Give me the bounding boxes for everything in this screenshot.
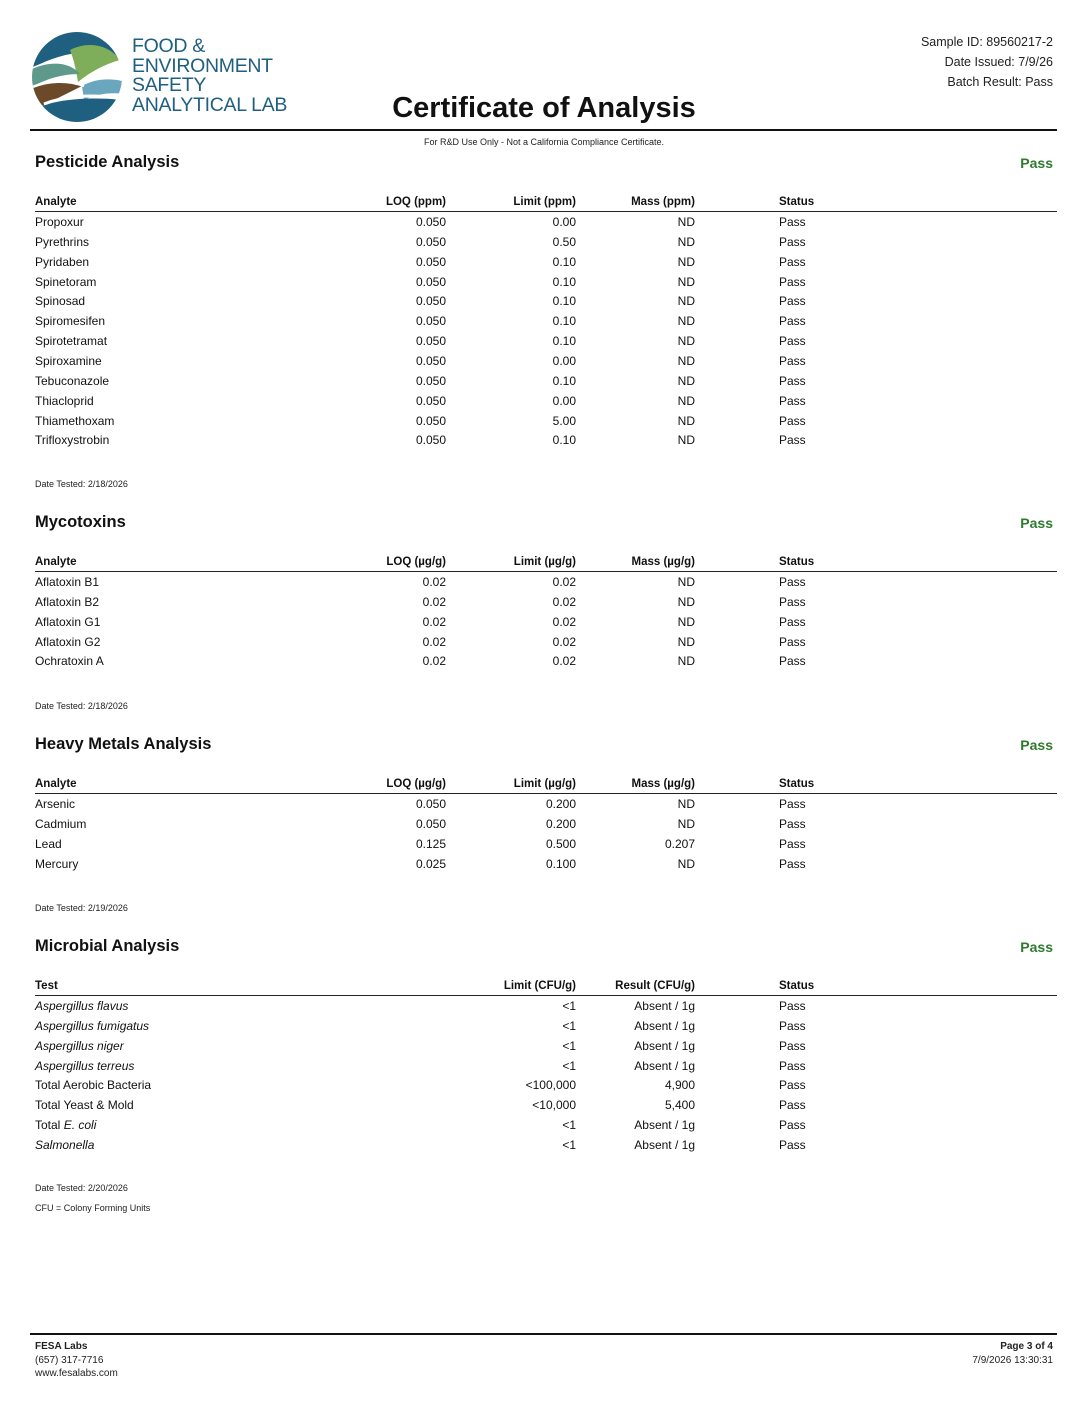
table-cell: Pass: [779, 634, 806, 649]
table-cell: Cadmium: [35, 816, 87, 831]
table-cell: 0.050: [415, 234, 446, 249]
table-cell: ND: [677, 274, 695, 289]
table-cell: ND: [677, 433, 695, 448]
table-cell: 0.050: [415, 314, 446, 329]
table-row: [35, 615, 1057, 635]
table-row: [35, 999, 1057, 1019]
column-header: Analyte: [35, 556, 77, 568]
table-cell: 0.00: [552, 215, 576, 229]
table-cell: Tebuconazole: [35, 373, 110, 388]
table-cell: ND: [677, 614, 695, 629]
table-cell: 0.10: [552, 294, 576, 309]
table-cell: ND: [677, 294, 695, 309]
date-tested: Date Tested: 2/18/2026: [35, 479, 128, 489]
section-result: Pass: [1020, 155, 1053, 171]
table-cell: 0.10: [552, 373, 576, 388]
table-cell: 0.100: [545, 856, 576, 871]
table-cell: 0.050: [415, 274, 446, 289]
table-cell: Trifloxystrobin: [35, 433, 110, 448]
table-cell: 0.207: [664, 836, 695, 851]
table-cell: <10,000: [532, 1098, 576, 1113]
table-cell: 0.050: [415, 353, 446, 368]
table-cell: Lead: [35, 836, 62, 851]
date-tested: Date Tested: 2/19/2026: [35, 903, 128, 913]
table-cell: Pass: [779, 614, 806, 629]
table-cell: Pass: [779, 314, 806, 329]
header-divider: [30, 129, 1057, 131]
table-cell: Pass: [779, 1038, 806, 1053]
table-cell: 0.10: [552, 433, 576, 448]
table-row: [35, 635, 1057, 655]
table-row: [35, 1078, 1057, 1098]
table-row: [35, 255, 1057, 275]
table-cell: Pass: [779, 1058, 806, 1073]
section-title: Heavy Metals Analysis: [35, 735, 212, 753]
table-cell: ND: [677, 373, 695, 388]
table-cell: ND: [677, 797, 695, 811]
table-row: [35, 294, 1057, 314]
table-cell: Aflatoxin G1: [35, 614, 101, 629]
table-cell: ND: [677, 353, 695, 368]
section-title: Mycotoxins: [35, 513, 126, 531]
table-cell: Absent / 1g: [634, 1118, 695, 1133]
table-row: [35, 817, 1057, 837]
table-header: [35, 778, 1057, 794]
footer-contact: [35, 1340, 118, 1381]
column-header: Mass (ppm): [631, 196, 695, 208]
table-cell: 0.00: [552, 393, 576, 408]
table-cell: Pass: [779, 1098, 806, 1113]
table-cell: Spinetoram: [35, 274, 97, 289]
table-cell: 0.10: [552, 314, 576, 329]
page-number: Page 3 of 4: [1000, 1341, 1053, 1352]
table-row: [35, 1019, 1057, 1039]
table-cell: 0.200: [545, 816, 576, 831]
table-cell: 0.02: [422, 575, 446, 589]
column-header: Test: [35, 980, 58, 992]
table-cell: ND: [677, 215, 695, 229]
table-cell: <1: [562, 1137, 576, 1152]
table-cell: Pass: [779, 654, 806, 669]
table-cell: Pass: [779, 294, 806, 309]
table-cell: Absent / 1g: [634, 1058, 695, 1073]
table-cell: Pass: [779, 797, 806, 811]
table-cell: <1: [562, 1118, 576, 1133]
table-cell: 0.050: [415, 215, 446, 229]
table-cell: 0.02: [552, 575, 576, 589]
table-row: [35, 595, 1057, 615]
logo-line: SAFETY: [132, 74, 207, 96]
table-cell: 0.02: [552, 614, 576, 629]
section-title: Pesticide Analysis: [35, 153, 180, 171]
table-cell: Absent / 1g: [634, 1038, 695, 1053]
table-cell: Pass: [779, 353, 806, 368]
table-cell: <100,000: [525, 1078, 576, 1093]
table-cell: Pass: [779, 575, 806, 589]
table-cell-text: Total: [35, 1118, 64, 1133]
table-cell: ND: [677, 634, 695, 649]
logo-line: ENVIRONMENT: [132, 54, 273, 77]
table-cell: Total Aerobic Bacteria: [35, 1078, 152, 1093]
table-cell: 0.10: [552, 254, 576, 269]
table-row: [35, 235, 1057, 255]
column-header: Analyte: [35, 778, 77, 790]
table-cell: Pass: [779, 334, 806, 349]
column-header: LOQ (ppm): [385, 196, 446, 208]
table-cell: 0.02: [552, 594, 576, 609]
table-row: [35, 1098, 1057, 1118]
date-issued: Date Issued: 7/9/26: [944, 54, 1053, 69]
page-title: Certificate of Analysis: [392, 92, 696, 124]
table-cell: Pyridaben: [35, 254, 90, 269]
table-cell: 0.02: [422, 614, 446, 629]
column-header: Limit (µg/g): [513, 556, 576, 568]
column-header: Limit (µg/g): [513, 778, 576, 790]
table-cell: 0.50: [552, 234, 576, 249]
table-cell: ND: [677, 654, 695, 669]
table-cell: Absent / 1g: [634, 1018, 695, 1033]
table-cell: Aspergillus niger: [35, 1038, 124, 1053]
table-cell: 0.00: [552, 353, 576, 368]
table-cell: 0.050: [415, 413, 446, 428]
table-row: [35, 215, 1057, 235]
table-cell: Pass: [779, 433, 806, 448]
table-row: [35, 575, 1057, 595]
column-header: Status: [779, 196, 815, 208]
table-cell: Aspergillus fumigatus: [35, 1018, 150, 1033]
table-cell: Absent / 1g: [634, 999, 695, 1013]
table-row: [35, 1039, 1057, 1059]
table-row: [35, 354, 1057, 374]
table-cell: ND: [677, 856, 695, 871]
table-cell: 0.10: [552, 334, 576, 349]
table-cell: Pass: [779, 1137, 806, 1152]
column-header: Status: [779, 778, 815, 790]
table-cell: 0.02: [552, 654, 576, 669]
table-cell: Aflatoxin B2: [35, 594, 100, 609]
table-cell: Pass: [779, 1078, 806, 1093]
column-header: Limit (ppm): [513, 196, 576, 208]
table-cell: Pass: [779, 274, 806, 289]
column-header: Mass (µg/g): [631, 556, 695, 568]
table-cell: 5.00: [552, 413, 576, 428]
table-cell: 0.050: [415, 393, 446, 408]
table-cell: Absent / 1g: [634, 1137, 695, 1152]
date-tested: Date Tested: 2/20/2026: [35, 1183, 128, 1193]
column-header: Result (CFU/g): [615, 980, 695, 992]
table-row: [35, 275, 1057, 295]
table-cell: 0.050: [415, 294, 446, 309]
table-cell: Mercury: [35, 856, 79, 871]
sample-id: Sample ID: 89560217-2: [920, 35, 1053, 49]
table-cell: Pass: [779, 373, 806, 388]
table-row: [35, 654, 1057, 674]
table-cell: Aspergillus terreus: [35, 1058, 135, 1073]
table-cell: 0.500: [545, 836, 576, 851]
phone-number: (657) 317-7716: [35, 1354, 104, 1366]
table-cell: ND: [677, 334, 695, 349]
table-cell: Spiromesifen: [35, 314, 106, 329]
disclaimer: For R&D Use Only - Not a California Compliance Certificate.: [423, 137, 665, 147]
date-tested: Date Tested: 2/18/2026: [35, 701, 128, 711]
table-cell: Ochratoxin A: [35, 654, 104, 669]
table-row: [35, 797, 1057, 817]
column-header: LOQ (µg/g): [386, 556, 446, 568]
table-cell: Thiacloprid: [35, 393, 94, 408]
table-cell: 0.200: [545, 797, 576, 811]
table-cell: 4,900: [664, 1078, 695, 1093]
company-name: FESA Labs: [35, 1341, 88, 1352]
table-cell: Propoxur: [35, 215, 84, 229]
table-cell: Aspergillus flavus: [35, 999, 129, 1013]
table-row: [35, 374, 1057, 394]
table-cell: 0.050: [415, 797, 446, 811]
table-cell: 0.02: [422, 654, 446, 669]
table-cell: ND: [677, 393, 695, 408]
table-cell: Salmonella: [35, 1137, 95, 1152]
table-cell: 0.050: [415, 334, 446, 349]
website: www.fesalabs.com: [35, 1368, 118, 1379]
table-cell: 0.125: [415, 836, 446, 851]
table-cell: ND: [677, 816, 695, 831]
table-cell: Aflatoxin B1: [35, 575, 100, 589]
table-cell: 0.050: [415, 816, 446, 831]
table-cell: <1: [562, 999, 576, 1013]
table-cell: Thiamethoxam: [35, 413, 115, 428]
table-cell: <1: [562, 1058, 576, 1073]
table-cell: Pass: [779, 393, 806, 408]
table-cell: Aflatoxin G2: [35, 634, 101, 649]
footer-divider: [30, 1333, 1057, 1335]
table-header: [35, 196, 1057, 212]
table-row: [35, 1059, 1057, 1079]
table-cell: Pass: [779, 254, 806, 269]
table-row: [35, 334, 1057, 354]
table-row: [35, 1118, 1057, 1138]
logo-line: ANALYTICAL LAB: [132, 93, 288, 116]
table-cell: ND: [677, 594, 695, 609]
table-cell: Pass: [779, 836, 806, 851]
table-cell: Spirotetramat: [35, 334, 108, 349]
cfu-note: CFU = Colony Forming Units: [35, 1203, 151, 1213]
column-header: Mass (µg/g): [631, 778, 695, 790]
table-row: [35, 433, 1057, 453]
column-header: Status: [779, 556, 815, 568]
table-cell: Arsenic: [35, 797, 76, 811]
table-cell: Pyrethrins: [35, 234, 90, 249]
column-header: Limit (CFU/g): [503, 980, 576, 992]
table-cell: 0.025: [415, 856, 446, 871]
table-cell: 0.050: [415, 373, 446, 388]
table-cell: <1: [562, 1018, 576, 1033]
table-cell: ND: [677, 413, 695, 428]
table-cell: [35, 1118, 96, 1132]
table-cell: ND: [677, 575, 695, 589]
column-header: Analyte: [35, 196, 77, 208]
table-cell: Pass: [779, 816, 806, 831]
print-timestamp: 7/9/2026 13:30:31: [972, 1354, 1053, 1366]
table-cell: Pass: [779, 856, 806, 871]
table-cell: Pass: [779, 413, 806, 428]
table-cell: ND: [677, 234, 695, 249]
logo-line: FOOD &: [132, 35, 205, 57]
table-cell: ND: [677, 254, 695, 269]
section-result: Pass: [1020, 515, 1053, 531]
table-cell: Pass: [779, 234, 806, 249]
table-cell: Pass: [779, 999, 806, 1013]
table-row: [35, 394, 1057, 414]
table-cell: 0.10: [552, 274, 576, 289]
table-row: [35, 837, 1057, 857]
table-header: [35, 980, 1057, 996]
section-result: Pass: [1020, 737, 1053, 753]
table-cell: <1: [562, 1038, 576, 1053]
table-cell: 5,400: [664, 1098, 695, 1113]
table-cell: 0.02: [422, 594, 446, 609]
table-row: [35, 314, 1057, 334]
table-row: [35, 857, 1057, 877]
table-cell: Pass: [779, 1118, 806, 1133]
table-cell: Spinosad: [35, 294, 86, 309]
table-cell: Spiroxamine: [35, 353, 102, 368]
table-cell: 0.02: [422, 634, 446, 649]
table-cell: Pass: [779, 1018, 806, 1033]
table-row: [35, 414, 1057, 434]
footer-page-info: [972, 1340, 1053, 1367]
section-result: Pass: [1020, 939, 1053, 955]
table-cell: 0.02: [552, 634, 576, 649]
column-header: Status: [779, 980, 815, 992]
section-title: Microbial Analysis: [35, 937, 180, 955]
batch-result: Batch Result: Pass: [947, 74, 1053, 89]
table-cell: 0.050: [415, 254, 446, 269]
table-cell: Total Yeast & Mold: [35, 1098, 134, 1113]
column-header: LOQ (µg/g): [386, 778, 446, 790]
table-header: [35, 556, 1057, 572]
table-cell: Pass: [779, 215, 806, 229]
table-row: [35, 1138, 1057, 1158]
table-cell: Pass: [779, 594, 806, 609]
table-cell-text: E. coli: [63, 1118, 97, 1133]
table-cell: ND: [677, 314, 695, 329]
table-cell: 0.050: [415, 433, 446, 448]
sample-meta: [921, 33, 1053, 92]
